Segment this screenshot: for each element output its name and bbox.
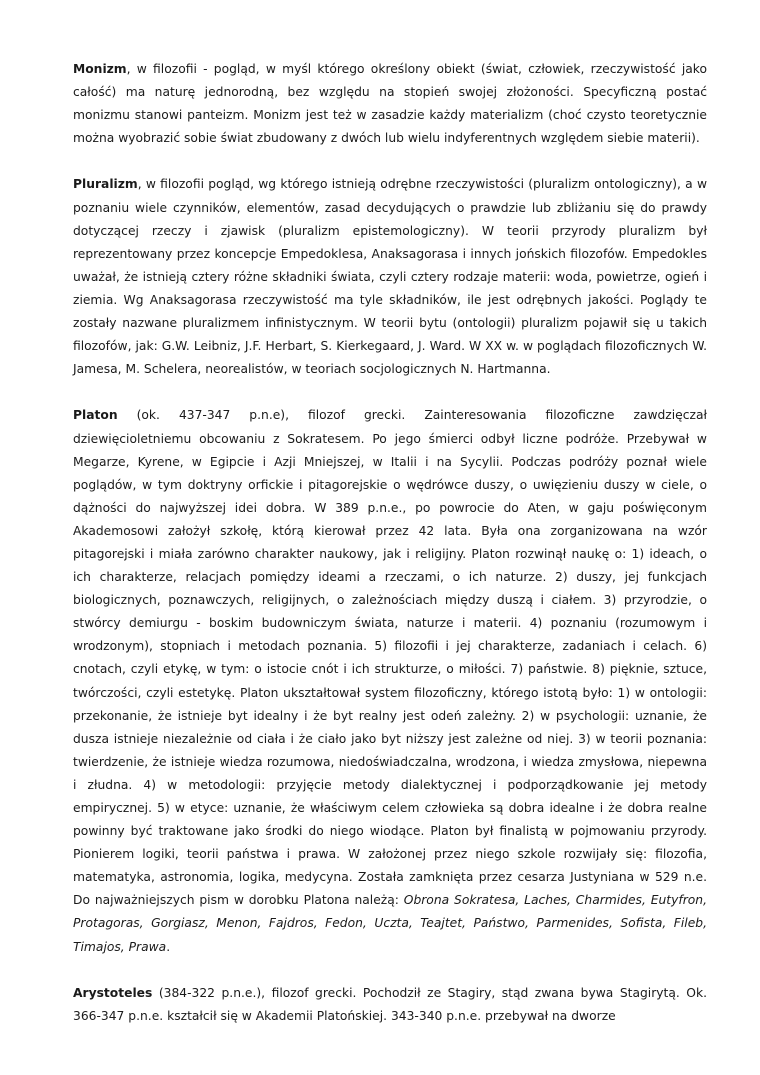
entry-term: Arystoteles: [73, 985, 153, 1000]
entry-arystoteles: [73, 982, 707, 1028]
entry-platon: [73, 404, 707, 958]
entry-term: Pluralizm: [73, 177, 138, 192]
entry-pluralizm: [73, 173, 707, 381]
entry-body: (ok. 437-347 p.n.e), filozof grecki. Zainteresowania filozoficzne zawdzięczał dziewięcioletniemu obcowaniu z Sokratesem. Po jego śmierci odbył liczne podróże. Przebywał w Megarze, Kyrene, w Egipcie i Azji Mniejszej, w Italii i na Sycylii. Podczas podróży poznał wiele poglądów, w tym doktryny orfickie i pitagorejskie o wędrówce duszy, o uwięzieniu duszy w ciele, o dążności do najwyższej idei dobra. W 389 p.n.e., po powrocie do Aten, w gaju poświęconym Akademosowi założył szkołę, którą kierował przez 42 lata. Była ona zorganizowana na wzór pitagorejski i miała zarówno charakter naukowy, jak i religijny. Platon rozwinął naukę o: 1) ideach, o ich charakterze, relacjach pomiędzy ideami a rzeczami, o ich naturze. 2) duszy, jej funkcjach biologicznych, poznawczych, religijnych, o zależnościach między duszą i ciałem. 3) przyrodzie, o stwórcy demiurgu - boskim budowniczym świata, naturze i materii. 4) poznaniu (rozumowym i wrodzonym), stopniach i metodach poznania. 5) filozofii i jej charakterze, zadaniach i celach. 6) cnotach, czyli etykę, w tym: o istocie cnót i ich strukturze, o miłości. 7) państwie. 8) pięknie, sztuce, twórczości, czyli estetykę. Platon ukształtował system filozoficzny, którego istotą było: 1) w ontologii: przekonanie, że istnieje byt idealny i że byt realny jest odeń zależny. 2) w psychologii: uznanie, że dusza istnieje niezależnie od ciała i że ciało jako byt niższy jest zależne od niej. 3) w teorii poznania: twierdzenie, że istnieje wiedza rozumowa, niedoświadczalna, wrodzona, i wiedza zmysłowa, niepewna i złudna. 4) w metodologii: przyjęcie metody dialektycznej i podporządkowanie jej metody empirycznej. 5) w etyce: uznanie, że właściwym celem człowieka są dobra idealne i że dobra realne powinny być traktowane jako środki do niego wiodące. Platon był finalistą w pojmowaniu przyrody. Pionierem logiki, teorii państwa i prawa. W założonej przez niego szkole rozwijały się: filozofia, matematyka, astronomia, logika, medycyna. Została zamknięta przez cesarza Justyniana w 529 n.e. Do najważniejszych pism w dorobku Platona należą:: [73, 408, 707, 908]
document-page: [73, 58, 707, 1051]
entry-body: (384-322 p.n.e.), filozof grecki. Pochodził ze Stagiry, stąd zwana bywa Stagirytą. Ok. 366-347 p.n.e. kształcił się w Akademii Platońskiej. 343-340 p.n.e. przebywał na dworze: [73, 985, 707, 1023]
entry-monizm: [73, 58, 707, 150]
entry-body: , w filozofii - pogląd, w myśl którego określony obiekt (świat, człowiek, rzeczywistość jako całość) ma naturę jednorodną, bez względu na stopień swojej złożoności. Specyficzną postać monizmu stanowi panteizm. Monizm jest też w zasadzie każdy materializm (choć czysto teoretycznie można wyobrazić sobie świat zbudowany z dwóch lub wielu indyferentnych względem siebie materii).: [73, 62, 707, 146]
entry-works-list: Obrona Sokratesa, Laches, Charmides, Eutyfron, Protagoras, Gorgiasz, Menon, Fajdros, Fedon, Uczta, Teajtet, Państwo, Parmenides, Sofista, Fileb, Timajos, Prawa: [73, 893, 707, 954]
entry-body: , w filozofii pogląd, wg którego istnieją odrębne rzeczywistości (pluralizm ontologiczny), a w poznaniu wiele czynników, elementów, zasad decydujących o prawdzie lub zbliżaniu się do prawdy dotyczącej rzeczy i zjawisk (pluralizm epistemologiczny). W teorii przyrody pluralizm był reprezentowany przez koncepcje Empedoklesa, Anaksagorasa i innych jońskich filozofów. Empedokles uważał, że istnieją cztery różne składniki świata, czyli cztery rodzaje materii: woda, powietrze, ogień i ziemia. Wg Anaksagorasa rzeczywistość ma tyle składników, ile jest odrębnych jakości. Poglądy te zostały nazwane pluralizmem infinistycznym. W teorii bytu (ontologii) pluralizm pojawił się u takich filozofów, jak: G.W. Leibniz, J.F. Herbart, S. Kierkegaard, J. Ward. W XX w. w poglądach filozoficznych W. Jamesa, M. Schelera, neorealistów, w teoriach socjologicznych N. Hartmanna.: [73, 177, 707, 377]
entry-term: Platon: [73, 408, 118, 423]
entry-term: Monizm: [73, 62, 127, 76]
entry-tail: .: [166, 939, 171, 954]
